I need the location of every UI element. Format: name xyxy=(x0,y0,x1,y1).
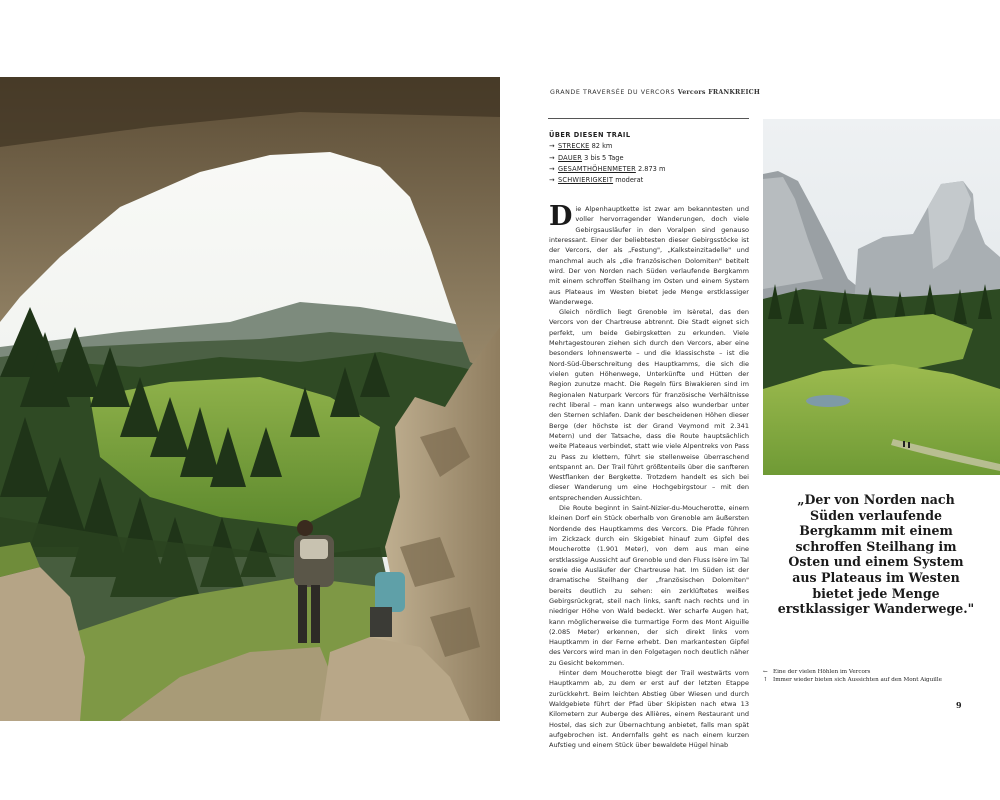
trail-info-value: 2.873 m xyxy=(637,164,666,173)
page-number: 9 xyxy=(956,700,962,710)
left-arrow-icon: ← xyxy=(763,669,768,675)
body-paragraph: Die Route beginnt in Saint-Nizier-du-Moucherotte, einem kleinen Dorf ein Stück oberhalb von Grenoble am äußersten Nordende des Hauptkamms des Vercors. Die Pfade führen im Zickzack durch ein Skigebiet hinauf zum Gipfel des Moucherotte (1.901 Meter), von dem aus man eine erstklassige Aussicht auf Grenoble und den Fluss Isère im Tal sowie die Ausläufer der Chartreuse hat. Im Süden ist der dramatische Steilhang der „französischen Dolomiten" bereits deutlich zu sehen: ein zerklüftetes weißes Gebirgsrückgrat, steil nach links, sanft nach rechts und in niedriger Höhe von Wald bedeckt. Wer scharfe Augen hat, kann möglicherweise die turmartige Form des Mont Aiguille (2.085 Meter) erkennen, der sich direkt links vom Hauptkamm in der Ferne erhebt. Den markantesten Gipfel des Vercors wird man in den Folgetagen noch deutlich näher zu Gesicht bekommen. xyxy=(549,504,749,667)
running-header xyxy=(550,89,800,96)
caption-cave xyxy=(763,668,1000,676)
trail-info-key: DAUER xyxy=(558,153,583,162)
right-arrow-icon: → xyxy=(549,142,555,151)
photo-captions xyxy=(763,668,1000,684)
trail-info-box xyxy=(549,130,749,186)
pull-quote: „Der von Norden nach Süden verlaufende Bergkamm mit einem schroffen Steilhang im Osten und einem System aus Plateaus im Westen bietet jede Menge erstklassiger Wanderwege." xyxy=(777,492,975,617)
right-arrow-icon: → xyxy=(549,164,555,173)
body-paragraph: Hinter dem Moucherotte biegt der Trail westwärts vom Hauptkamm ab, zu dem er erst auf der letzten Etappe zurückkehrt. Beim leichten Abstieg über Wiesen und durch Waldgebiete führt der Pfad über Skipisten nach etwa 13 Kilometern zur Auberge des Allières, einem Restaurant und Hostel, das sich zur Übernachtung anbietet, falls man spät aufgebrochen ist. Andernfalls geht es nach einem kurzen Aufstieg und einem Stück über bewaldete Hügel hinab xyxy=(549,669,749,750)
article-body xyxy=(549,201,749,751)
header-divider xyxy=(548,118,749,119)
right-arrow-icon: → xyxy=(549,153,555,162)
mont-aiguille-photo xyxy=(763,119,1000,475)
up-arrow-icon: ↑ xyxy=(763,677,768,683)
cave-photo xyxy=(0,77,500,721)
body-paragraph-text: ie Alpenhauptkette ist zwar am bekanntesten und voller hervorragender Wanderungen, doch viele Gebirgsausläufer in den Voralpen sind genauso interessant. Einer der beliebtesten dieser Gebirgsstöcke ist der Vercors, der als „Festung", „Kalksteinzitadelle" und manchmal auch als „die französischen Dolomiten" betitelt wird. Der von Norden nach Süden verlaufende Bergkamm mit einem schroffen Steilhang im Osten und einem System aus Plateaus im Westen bietet jede Menge erstklassiger Wanderwege. xyxy=(549,205,749,306)
trail-info-key: GESAMTHÖHENMETER xyxy=(558,164,636,173)
header-country: FRANKREICH xyxy=(708,89,760,96)
trail-info-row-duration xyxy=(549,153,749,164)
header-series: GRANDE TRAVERSÉE DU VERCORS xyxy=(550,89,676,96)
body-paragraph xyxy=(549,201,749,307)
trail-info-row-distance xyxy=(549,141,749,152)
caption-mont-aiguille xyxy=(763,676,1000,684)
trail-info-value: moderat xyxy=(615,176,644,185)
body-paragraph: Gleich nördlich liegt Grenoble im Isèretal, das den Vercors von der Chartreuse abtrennt. Die Stadt eignet sich perfekt, um beide Gebirgsketten zu erkunden. Viele Mehrtagestouren ziehen sich durch den Vercors, aber eine besonders lohnenswerte – und die klassischste – ist die Nord-Süd-Überschreitung des Hauptkamms, die sich die vielen guten Höhenwege, Unterkünfte und Hütten der Region zunutze macht. Die Regeln fürs Biwakieren sind im Regionalen Naturpark Vercors für französische Verhältnisse recht liberal – man kann unterwegs also wunderbar unter den Sternen schlafen. Dank der bescheidenen Höhen dieser Berge (der höchste ist der Grand Veymond mit 2.341 Metern) und der Tatsache, dass die Route hauptsächlich weite Plateaus verbindet, statt wie viele Alpentreks von Pass zu Pass zu klettern, führt sie stellenweise überraschend entspannt an. Der Trail führt größtenteils über die sanfteren Westflanken der Bergkette. Trotzdem handelt es sich bei dieser Wanderung um eine Hochgebirgstour – mit den entsprechenden Aussichten. xyxy=(549,308,749,502)
trail-info-title: ÜBER DIESEN TRAIL xyxy=(549,131,631,139)
drop-cap: D xyxy=(549,201,573,232)
caption-text: Immer wieder bieten sich Aussichten auf den Mont Aiguille xyxy=(773,677,942,683)
trail-info-key: STRECKE xyxy=(558,142,590,151)
caption-text: Eine der vielen Höhlen im Vercors xyxy=(773,669,871,675)
trail-info-row-elevation xyxy=(549,164,749,175)
header-region: Vercors xyxy=(677,89,706,96)
trail-info-row-difficulty xyxy=(549,175,749,186)
trail-info-key: SCHWIERIGKEIT xyxy=(558,176,614,185)
trail-info-value: 3 bis 5 Tage xyxy=(584,153,624,162)
right-arrow-icon: → xyxy=(549,176,555,185)
trail-info-value: 82 km xyxy=(591,142,613,151)
